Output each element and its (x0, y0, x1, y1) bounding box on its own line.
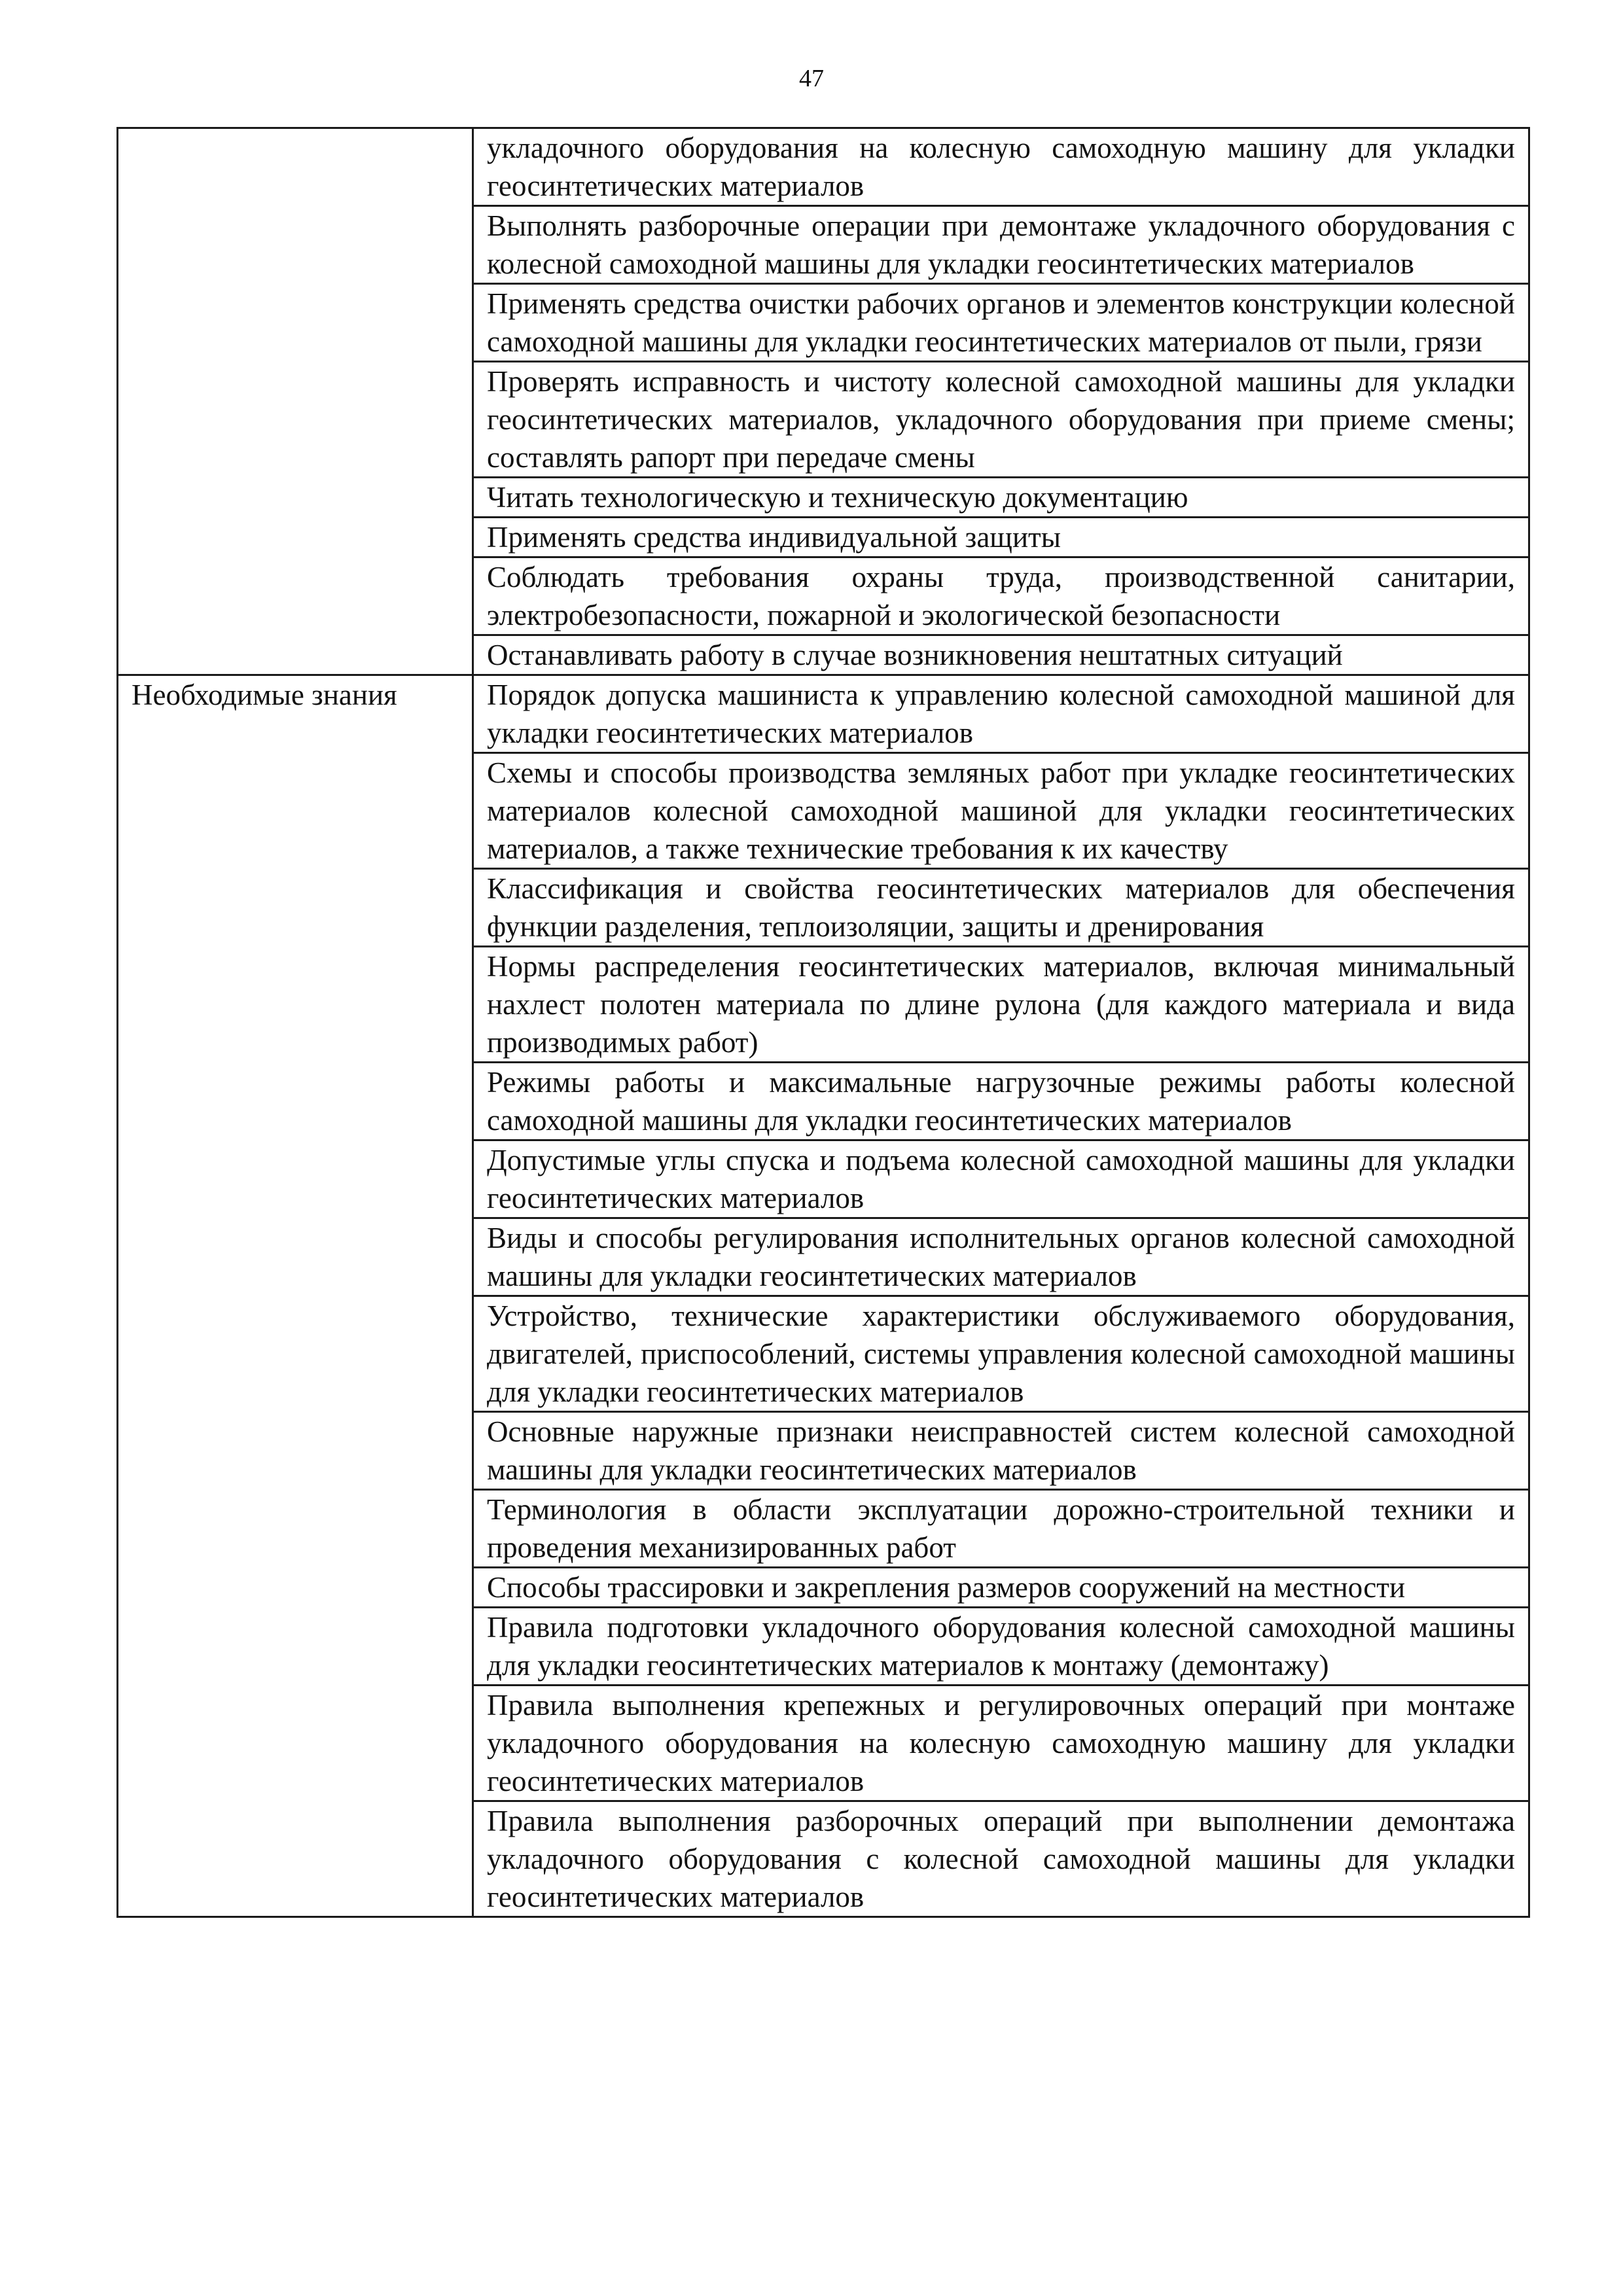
skill-item: Применять средства индивидуальной защиты (473, 518, 1529, 557)
knowledge-item: Допустимые углы спуска и подъема колесной самоходной машины для укладки геосинтетических материалов (473, 1140, 1529, 1218)
knowledge-item: Порядок допуска машиниста к управлению колесной самоходной машиной для укладки геосинтетических материалов (473, 675, 1529, 753)
knowledge-item: Основные наружные признаки неисправностей систем колесной самоходной машины для укладки геосинтетических материалов (473, 1412, 1529, 1490)
skill-item: Проверять исправность и чистоту колесной самоходной машины для укладки геосинтетических материалов, укладочного оборудования при приеме смены; составлять рапорт при передаче смены (473, 362, 1529, 478)
knowledge-item: Виды и способы регулирования исполнительных органов колесной самоходной машины для укладки геосинтетических материалов (473, 1218, 1529, 1296)
knowledge-item: Терминология в области эксплуатации дорожно-строительной техники и проведения механизированных работ (473, 1490, 1529, 1568)
knowledge-label-cell (118, 675, 473, 1917)
knowledge-item: Правила подготовки укладочного оборудования колесной самоходной машины для укладки геосинтетических материалов к монтажу (демонтажу) (473, 1608, 1529, 1686)
skill-item: Соблюдать требования охраны труда, производственной санитарии, электробезопасности, пожарной и экологической безопасности (473, 557, 1529, 635)
knowledge-label: Необходимые знания (132, 679, 397, 711)
knowledge-item: Классификация и свойства геосинтетических материалов для обеспечения функции разделения, теплоизоляции, защиты и дренирования (473, 869, 1529, 947)
skill-item: укладочного оборудования на колесную самоходную машину для укладки геосинтетических материалов (473, 128, 1529, 206)
skill-item: Останавливать работу в случае возникновения нештатных ситуаций (473, 635, 1529, 675)
skill-item: Выполнять разборочные операции при демонтаже укладочного оборудования с колесной самоходной машины для укладки геосинтетических материалов (473, 206, 1529, 284)
knowledge-item: Способы трассировки и закрепления размеров сооружений на местности (473, 1568, 1529, 1608)
page-number: 47 (799, 65, 824, 92)
knowledge-item: Режимы работы и максимальные нагрузочные режимы работы колесной самоходной машины для укладки геосинтетических материалов (473, 1063, 1529, 1140)
knowledge-item: Нормы распределения геосинтетических материалов, включая минимальный нахлест полотен материала по длине рулона (для каждого материала и вида производимых работ) (473, 947, 1529, 1063)
skill-item: Читать технологическую и техническую документацию (473, 478, 1529, 518)
skill-item: Применять средства очистки рабочих органов и элементов конструкции колесной самоходной машины для укладки геосинтетических материалов от пыли, грязи (473, 284, 1529, 362)
requirements-table (116, 127, 1530, 1918)
knowledge-item: Схемы и способы производства земляных работ при укладке геосинтетических материалов колесной самоходной машиной для укладки геосинтетических материалов, а также технические требования к их качеству (473, 753, 1529, 869)
table-row (118, 675, 1529, 753)
knowledge-item: Устройство, технические характеристики обслуживаемого оборудования, двигателей, приспособлений, системы управления колесной самоходной машины для укладки геосинтетических материалов (473, 1296, 1529, 1412)
knowledge-item: Правила выполнения разборочных операций при выполнении демонтажа укладочного оборудования с колесной самоходной машины для укладки геосинтетических материалов (473, 1801, 1529, 1917)
skills-label-cell (118, 128, 473, 675)
table-row (118, 128, 1529, 206)
knowledge-item: Правила выполнения крепежных и регулировочных операций при монтаже укладочного оборудования на колесную самоходную машину для укладки геосинтетических материалов (473, 1686, 1529, 1801)
